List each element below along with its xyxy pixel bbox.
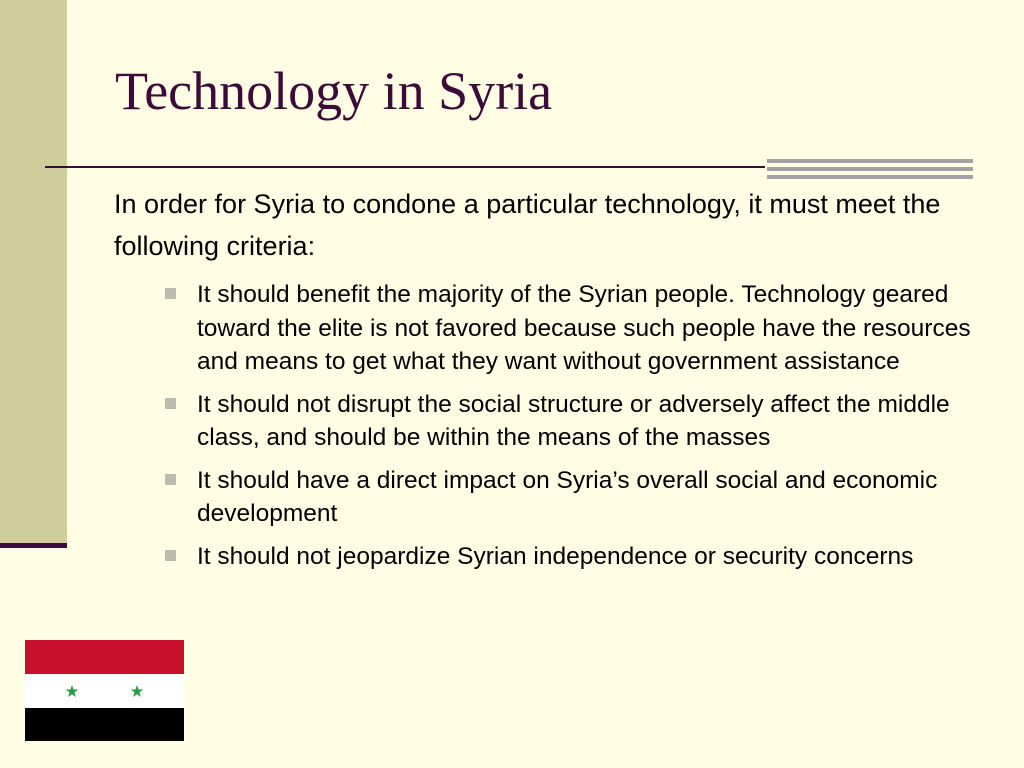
square-bullet-icon — [165, 288, 176, 299]
flag-red-stripe — [25, 640, 184, 674]
title-divider-line — [45, 166, 765, 168]
list-item — [165, 540, 985, 574]
flag-white-stripe — [25, 674, 184, 708]
slide-title: Technology in Syria — [115, 61, 553, 121]
list-item — [165, 278, 985, 379]
left-accent-rule — [0, 543, 67, 548]
grey-accent-rule — [767, 167, 973, 171]
list-item — [165, 464, 985, 531]
grey-accent-rule — [767, 175, 973, 179]
intro-paragraph: In order for Syria to condone a particular technology, it must meet the following criteria: — [114, 189, 941, 261]
grey-accent-rule — [767, 159, 973, 163]
list-item-text: It should not disrupt the social structure or adversely affect the middle class, and should be within the means of the masses — [197, 390, 950, 451]
square-bullet-icon — [165, 474, 176, 485]
list-item — [165, 388, 985, 455]
flag-black-stripe — [25, 708, 184, 741]
criteria-list — [165, 278, 985, 582]
list-item-text: It should have a direct impact on Syria’s overall social and economic development — [197, 466, 938, 527]
syrian-flag-icon — [25, 640, 184, 741]
left-decorative-band — [0, 0, 67, 545]
list-item-text: It should not jeopardize Syrian independence or security concerns — [197, 542, 914, 570]
square-bullet-icon — [165, 398, 176, 409]
list-item-text: It should benefit the majority of the Syrian people. Technology geared toward the elite is not favored because such people have the resources and means to get what they want without government assistance — [197, 281, 971, 375]
square-bullet-icon — [165, 550, 176, 561]
